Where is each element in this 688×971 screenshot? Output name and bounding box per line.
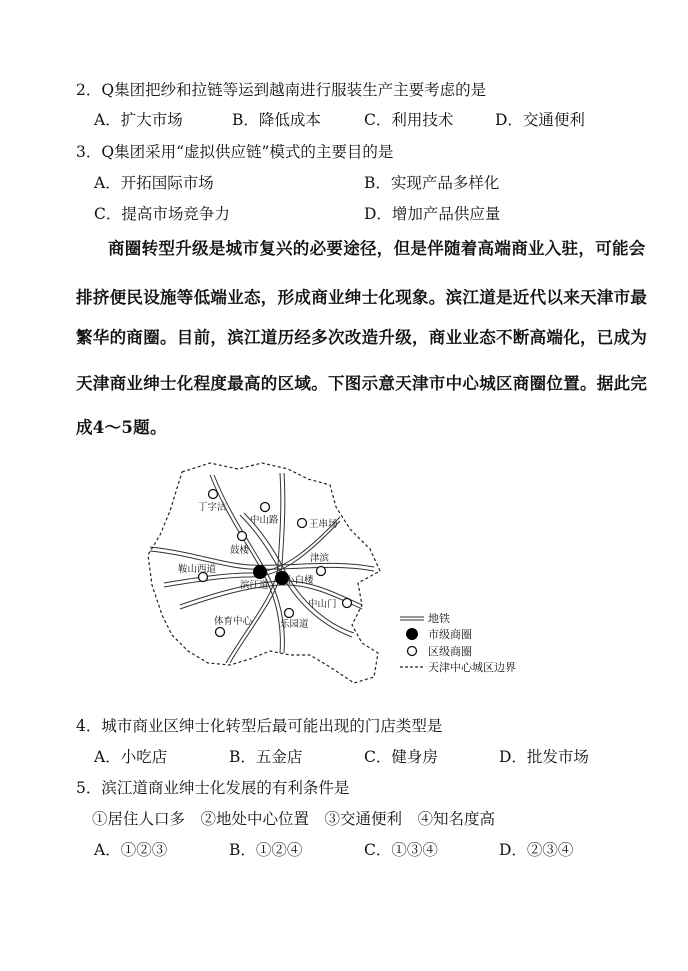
legend-subway: 地铁 <box>428 612 450 625</box>
tiyuzhongxin-marker <box>216 628 225 637</box>
question-4-option-b: B．五金店 <box>229 748 303 766</box>
question-3-option-d: D．增加产品供应量 <box>364 205 501 223</box>
question-5-conditions: ①居住人口多 ②地处中心位置 ③交通便利 ④知名度高 <box>92 810 496 828</box>
label-wangchuanchang: 王串场 <box>309 519 338 530</box>
map-legend <box>400 611 516 674</box>
passage-line-1: 商圈转型升级是城市复兴的必要途径，但是伴随着高端商业入驻，可能会 <box>108 239 646 258</box>
question-2-option-c: C．利用技术 <box>364 111 454 129</box>
label-zhongshanlu: 中山路 <box>250 515 279 526</box>
passage-line-3: 繁华的商圈。目前，滨江道历经多次改造升级，商业业态不断高端化，已成为 <box>76 328 648 347</box>
question-5-option-a: A．①②③ <box>94 841 168 859</box>
passage-line-5: 成4～5题。 <box>76 418 167 437</box>
question-4-option-a: A．小吃店 <box>94 748 168 766</box>
label-leyuandao: 乐园道 <box>280 619 309 630</box>
zhongshanmen-marker <box>343 599 352 608</box>
passage-line-4: 天津商业绅士化程度最高的区域。下图示意天津市中心城区商圈位置。据此完 <box>76 374 648 393</box>
question-5-option-b: B．①②④ <box>229 841 303 859</box>
question-5-option-d: D．②③④ <box>499 841 574 859</box>
question-2-stem: 2．Q集团把纱和拉链等运到越南进行服装生产主要考虑的是 <box>76 81 487 99</box>
question-3-stem: 3．Q集团采用“虚拟供应链”模式的主要目的是 <box>76 143 394 161</box>
tianjin-commercial-map <box>130 455 560 705</box>
question-4-stem: 4．城市商业区绅士化转型后最可能出现的门店类型是 <box>76 717 443 735</box>
label-binjiangdao: 滨江道 <box>240 580 269 591</box>
label-zhongshanmen: 中山门 <box>308 599 337 610</box>
passage-line-2: 排挤便民设施等低端业态，形成商业绅士化现象。滨江道是近代以来天津市最 <box>76 288 648 307</box>
label-gulou: 鼓楼 <box>230 545 250 556</box>
question-4-option-c: C．健身房 <box>364 748 438 766</box>
question-5-option-c: C．①③④ <box>364 841 438 859</box>
question-4-option-d: D．批发市场 <box>499 748 589 766</box>
legend-district-level: 区级商圈 <box>428 645 472 658</box>
question-2-option-b: B．降低成本 <box>232 111 321 129</box>
question-2-option-a: A．扩大市场 <box>94 111 183 129</box>
gulou-marker <box>238 532 247 541</box>
legend-city-level: 市级商圈 <box>428 628 472 641</box>
question-5-stem: 5．滨江道商业绅士化发展的有利条件是 <box>76 779 350 797</box>
dingzigu-marker <box>209 490 218 499</box>
label-dingzigu: 丁字沽 <box>198 502 227 513</box>
zhongshanlu-marker <box>261 503 270 512</box>
wangchuanchang-marker <box>298 519 307 528</box>
legend-boundary: 天津中心城区边界 <box>428 661 516 674</box>
label-xiaobailou: 小白楼 <box>285 575 314 586</box>
jinbin-marker <box>317 567 326 576</box>
question-3-option-a: A．开拓国际市场 <box>94 174 214 192</box>
label-anshanxidao: 鞍山西道 <box>178 564 217 575</box>
label-tiyuzhongxin: 体育中心 <box>214 616 253 627</box>
question-3-option-b: B．实现产品多样化 <box>364 174 500 192</box>
question-2-option-d: D．交通便利 <box>495 111 585 129</box>
question-3-option-c: C．提高市场竞争力 <box>94 205 230 223</box>
label-jinbin: 津滨 <box>310 553 330 564</box>
leyuandao-marker <box>285 609 294 618</box>
binjiangdao-marker <box>253 565 267 579</box>
